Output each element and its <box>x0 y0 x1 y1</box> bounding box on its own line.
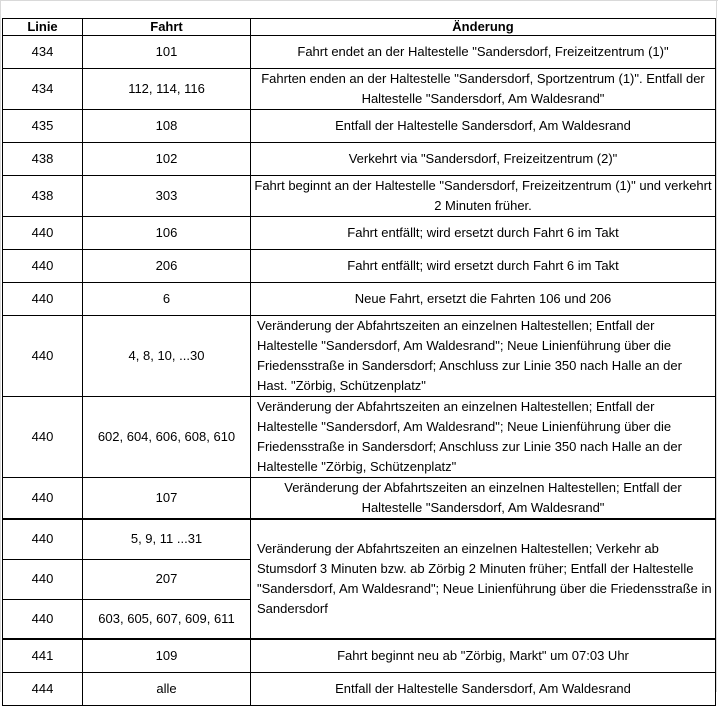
cell-linie[interactable]: 444 <box>3 672 83 705</box>
cell-linie[interactable]: 434 <box>3 36 83 69</box>
cell-linie[interactable]: 440 <box>3 559 83 599</box>
cell-fahrt[interactable]: 107 <box>83 478 251 520</box>
table-row <box>3 672 716 705</box>
header-aenderung[interactable]: Änderung <box>251 19 716 36</box>
cell-fahrt[interactable]: 106 <box>83 217 251 250</box>
cell-fahrt[interactable]: 6 <box>83 283 251 316</box>
cell-aenderung[interactable]: Veränderung der Abfahrtszeiten an einzelnen Haltestellen; Entfall der Haltestelle "Sandersdorf, Am Waldesrand"; Neue Linienführung über die Friedensstraße in Sandersdorf; Anschluss zur Linie 350 nach Halle an der Haltestelle "Zörbig, Schützenplatz" <box>251 397 716 478</box>
cell-linie[interactable]: 440 <box>3 316 83 397</box>
header-linie[interactable]: Linie <box>3 19 83 36</box>
cell-linie[interactable]: 434 <box>3 69 83 110</box>
cell-fahrt[interactable]: alle <box>83 672 251 705</box>
cell-linie[interactable]: 440 <box>3 478 83 520</box>
cell-fahrt[interactable]: 602, 604, 606, 608, 610 <box>83 397 251 478</box>
cell-aenderung-merged[interactable]: Veränderung der Abfahrtszeiten an einzelnen Haltestellen; Verkehr ab Stumsdorf 3 Minuten bzw. ab Zörbig 2 Minuten früher; Entfall der Haltestelle "Sandersdorf, Am Waldesrand"; Neue Linienführung über die Friedensstraße in Sandersdorf <box>251 519 716 639</box>
cell-aenderung[interactable]: Fahrt entfällt; wird ersetzt durch Fahrt 6 im Takt <box>251 250 716 283</box>
cell-fahrt[interactable]: 303 <box>83 176 251 217</box>
cell-aenderung[interactable]: Fahrt beginnt an der Haltestelle "Sandersdorf, Freizeitzentrum (1)" und verkehrt 2 Minuten früher. <box>251 176 716 217</box>
cell-linie[interactable]: 438 <box>3 176 83 217</box>
cell-aenderung[interactable]: Entfall der Haltestelle Sandersdorf, Am Waldesrand <box>251 672 716 705</box>
cell-fahrt[interactable]: 207 <box>83 559 251 599</box>
table-row <box>3 143 716 176</box>
cell-aenderung[interactable]: Fahrten enden an der Haltestelle "Sandersdorf, Sportzentrum (1)". Entfall der Haltestelle "Sandersdorf, Am Waldesrand" <box>251 69 716 110</box>
cell-fahrt[interactable]: 5, 9, 11 ...31 <box>83 519 251 559</box>
cell-aenderung[interactable]: Fahrt beginnt neu ab "Zörbig, Markt" um 07:03 Uhr <box>251 639 716 672</box>
cell-aenderung[interactable]: Neue Fahrt, ersetzt die Fahrten 106 und 206 <box>251 283 716 316</box>
table-row <box>3 283 716 316</box>
cell-linie[interactable]: 440 <box>3 599 83 639</box>
table-row <box>3 519 716 559</box>
gridline <box>716 0 717 692</box>
cell-aenderung[interactable]: Fahrt endet an der Haltestelle "Sandersdorf, Freizeitzentrum (1)" <box>251 36 716 69</box>
table-row <box>3 250 716 283</box>
cell-fahrt[interactable]: 101 <box>83 36 251 69</box>
table-row <box>3 217 716 250</box>
cell-fahrt[interactable]: 206 <box>83 250 251 283</box>
cell-fahrt[interactable]: 102 <box>83 143 251 176</box>
cell-fahrt[interactable]: 4, 8, 10, ...30 <box>83 316 251 397</box>
cell-fahrt[interactable]: 112, 114, 116 <box>83 69 251 110</box>
cell-linie[interactable]: 438 <box>3 143 83 176</box>
table-row <box>3 110 716 143</box>
cell-aenderung[interactable]: Veränderung der Abfahrtszeiten an einzelnen Haltestellen; Entfall der Haltestelle "Sandersdorf, Am Waldesrand"; Neue Linienführung über die Friedensstraße in Sandersdorf; Anschluss zur Linie 350 nach Halle an der Hast. "Zörbig, Schützenplatz" <box>251 316 716 397</box>
cell-fahrt[interactable]: 109 <box>83 639 251 672</box>
cell-linie[interactable]: 440 <box>3 250 83 283</box>
table-row <box>3 478 716 520</box>
cell-aenderung[interactable]: Veränderung der Abfahrtszeiten an einzelnen Haltestellen; Entfall der Haltestelle "Sandersdorf, Am Waldesrand" <box>251 478 716 520</box>
table-row <box>3 316 716 397</box>
cell-aenderung[interactable]: Verkehrt via "Sandersdorf, Freizeitzentrum (2)" <box>251 143 716 176</box>
table-row <box>3 36 716 69</box>
cell-fahrt[interactable]: 108 <box>83 110 251 143</box>
table-row <box>3 69 716 110</box>
changes-table <box>2 18 716 706</box>
cell-fahrt[interactable]: 603, 605, 607, 609, 611 <box>83 599 251 639</box>
cell-linie[interactable]: 440 <box>3 397 83 478</box>
cell-linie[interactable]: 440 <box>3 519 83 559</box>
header-row <box>3 19 716 36</box>
cell-linie[interactable]: 435 <box>3 110 83 143</box>
gridline <box>0 0 718 1</box>
table-row <box>3 176 716 217</box>
cell-aenderung[interactable]: Entfall der Haltestelle Sandersdorf, Am Waldesrand <box>251 110 716 143</box>
cell-linie[interactable]: 440 <box>3 283 83 316</box>
table-row <box>3 639 716 672</box>
table-row <box>3 397 716 478</box>
gridline <box>0 0 1 692</box>
header-fahrt[interactable]: Fahrt <box>83 19 251 36</box>
cell-linie[interactable]: 441 <box>3 639 83 672</box>
cell-linie[interactable]: 440 <box>3 217 83 250</box>
cell-aenderung[interactable]: Fahrt entfällt; wird ersetzt durch Fahrt 6 im Takt <box>251 217 716 250</box>
